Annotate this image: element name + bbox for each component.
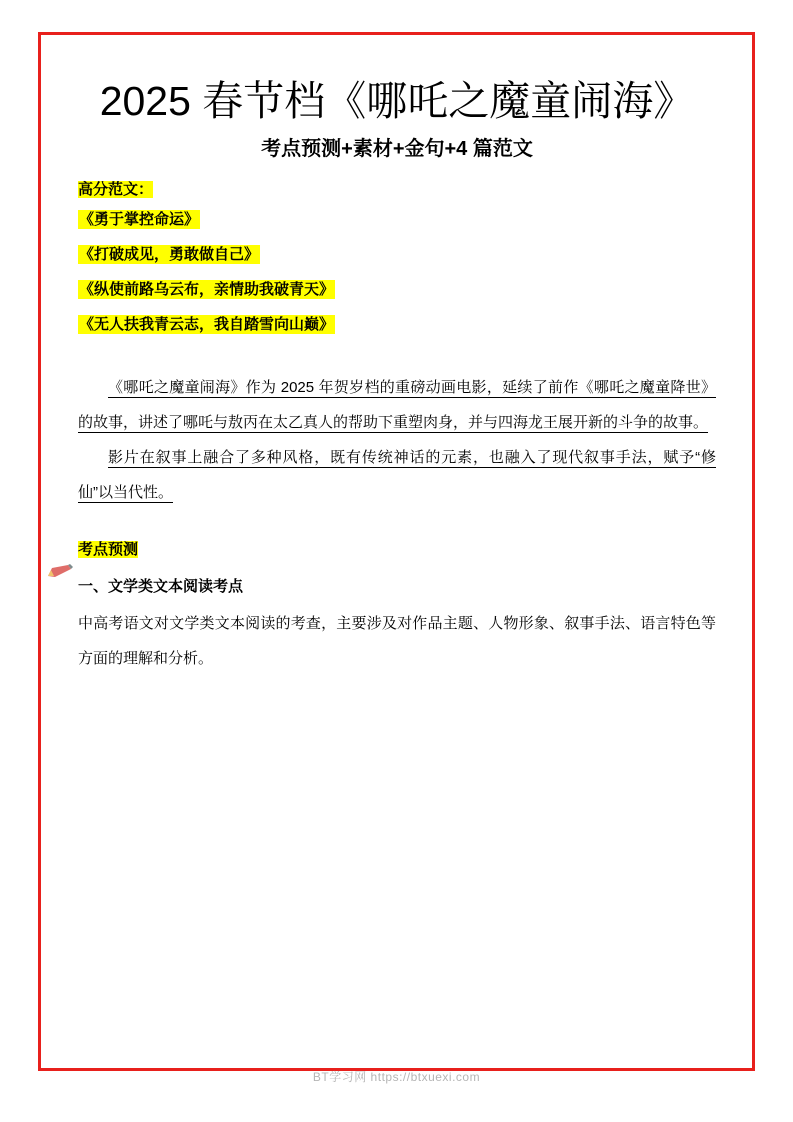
intro-paragraphs <box>78 370 716 510</box>
exam-points-body: 中高考语文对文学类文本阅读的考查，主要涉及对作品主题、人物形象、叙事手法、语言特色等方面的理解和分析。 <box>78 615 716 667</box>
page-title: 2025 春节档《哪吒之魔童闹海》 <box>99 78 695 124</box>
essays-label-text: 高分范文： <box>78 181 154 198</box>
page-subtitle: 考点预测+素材+金句+4 篇范文 <box>261 138 533 160</box>
exam-points-section <box>78 536 716 676</box>
document-content <box>46 44 748 676</box>
list-item <box>78 205 716 235</box>
list-item <box>78 240 716 270</box>
spacer <box>78 510 716 536</box>
paragraph: 影片在叙事上融合了多种风格，既有传统神话的元素，也融入了现代叙事手法，赋予“修仙”以当代性。 <box>78 449 716 501</box>
list-item <box>78 275 716 305</box>
essay-title: 《无人扶我青云志，我自踏雪向山巅》 <box>79 316 335 333</box>
essay-title-list <box>78 205 716 340</box>
exam-points-heading: 一、文学类文本阅读考点 <box>78 578 244 595</box>
exam-points-label-text: 考点预测 <box>78 541 139 558</box>
essay-title: 《勇于掌控命运》 <box>79 211 200 228</box>
list-item <box>78 310 716 340</box>
essays-label <box>78 175 716 205</box>
essay-title: 《纵使前路乌云布，亲情助我破青天》 <box>79 281 335 298</box>
exam-points-label <box>78 536 716 564</box>
essays-section <box>78 175 716 340</box>
essay-title: 《打破成见，勇敢做自己》 <box>79 246 260 263</box>
watermark: BT学习网 https://btxuexi.com <box>312 1070 481 1084</box>
paragraph: 《哪吒之魔童闹海》作为 2025 年贺岁档的重磅动画电影，延续了前作《哪吒之魔童降世》的故事，讲述了哪吒与敖丙在太乙真人的帮助下重塑肉身，并与四海龙王展开新的斗争的故事。 <box>78 379 716 431</box>
